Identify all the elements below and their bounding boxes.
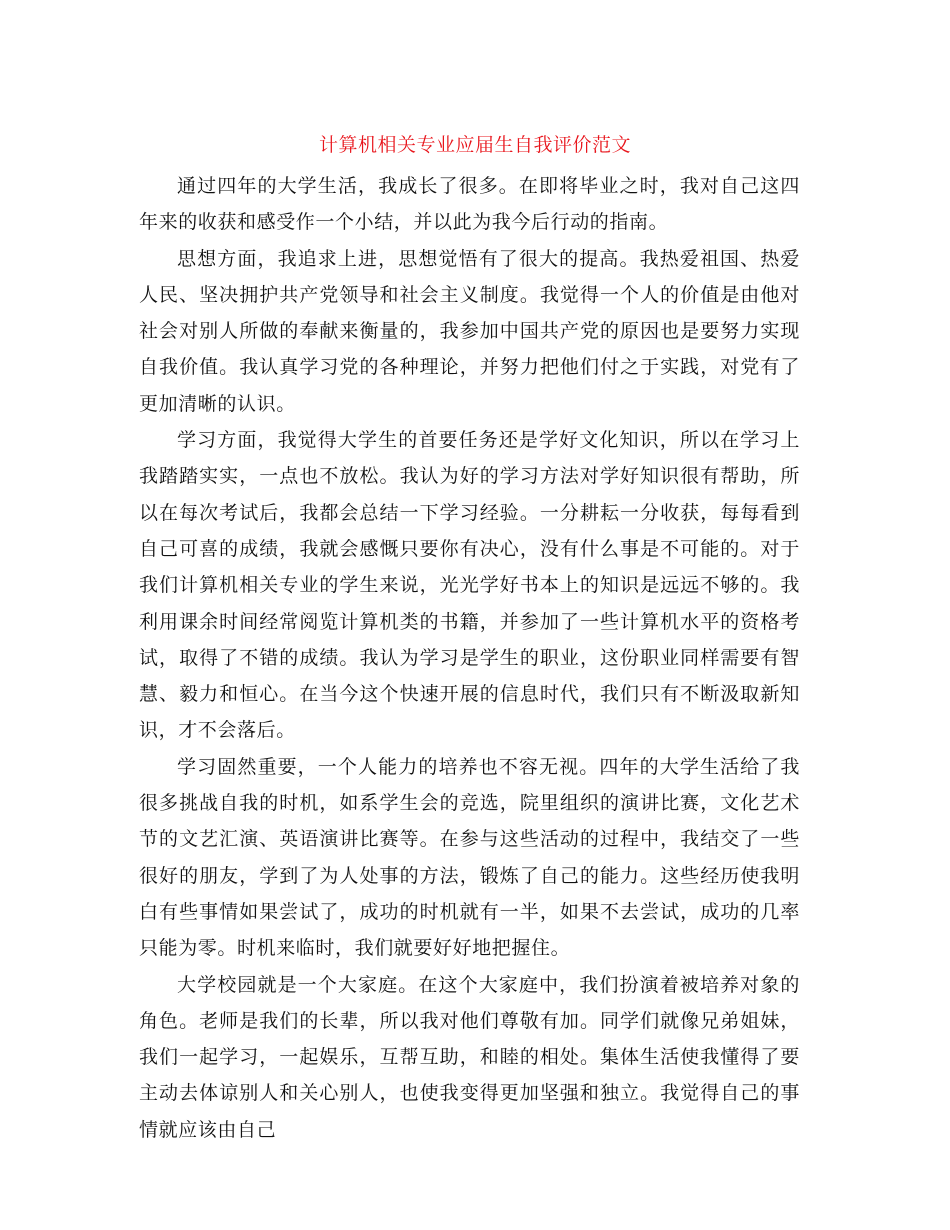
- paragraph-study: 学习方面，我觉得大学生的首要任务还是学好文化知识，所以在学习上我踏踏实实，一点也不放松。我认为好的学习方法对学好知识很有帮助，所以在每次考试后，我都会总结一下学习经验。一分耕耘一分收获，每每看到自己可喜的成绩，我就会感慨只要你有决心，没有什么事是不可能的。对于我们计算机相关专业的学生来说，光光学好书本上的知识是远远不够的。我利用课余时间经常阅览计算机类的书籍，并参加了一些计算机水平的资格考试，取得了不错的成绩。我认为学习是学生的职业，这份职业同样需要有智慧、毅力和恒心。在当今这个快速开展的信息时代，我们只有不断汲取新知识，才不会落后。: [139, 429, 800, 742]
- paragraph-ability: 学习固然重要，一个人能力的培养也不容无视。四年的大学生活给了我很多挑战自我的时机，如系学生会的竞选，院里组织的演讲比赛，文化艺术节的文艺汇演、英语演讲比赛等。在参与这些活动的过程中，我结交了一些很好的朋友，学到了为人处事的方法，锻炼了自己的能力。这些经历使我明白有些事情如果尝试了，成功的时机就有一半，如果不去尝试，成功的几率只能为零。时机来临时，我们就要好好地把握住。: [139, 755, 800, 960]
- paragraph-ideology: 思想方面，我追求上进，思想觉悟有了很大的提高。我热爱祖国、热爱人民、坚决拥护共产党领导和社会主义制度。我觉得一个人的价值是由他对社会对别人所做的奉献来衡量的，我参加中国共产党的原因也是要努力实现自我价值。我认真学习党的各种理论，并努力把他们付之于实践，对党有了更加清晰的认识。: [139, 247, 800, 415]
- paragraph-intro: 通过四年的大学生活，我成长了很多。在即将毕业之时，我对自己这四年来的收获和感受作一个小结，并以此为我今后行动的指南。: [139, 175, 800, 234]
- document-body: [139, 168, 800, 1148]
- document-title: 计算机相关专业应届生自我评价范文: [318, 134, 631, 156]
- paragraph-campus-life: 大学校园就是一个大家庭。在这个大家庭中，我们扮演着被培养对象的角色。老师是我们的长辈，所以我对他们尊敬有加。同学们就像兄弟姐妹，我们一起学习，一起娱乐，互帮互助，和睦的相处。集体生活使我懂得了要主动去体谅别人和关心别人，也使我变得更加坚强和独立。我觉得自己的事情就应该由自己: [139, 973, 800, 1141]
